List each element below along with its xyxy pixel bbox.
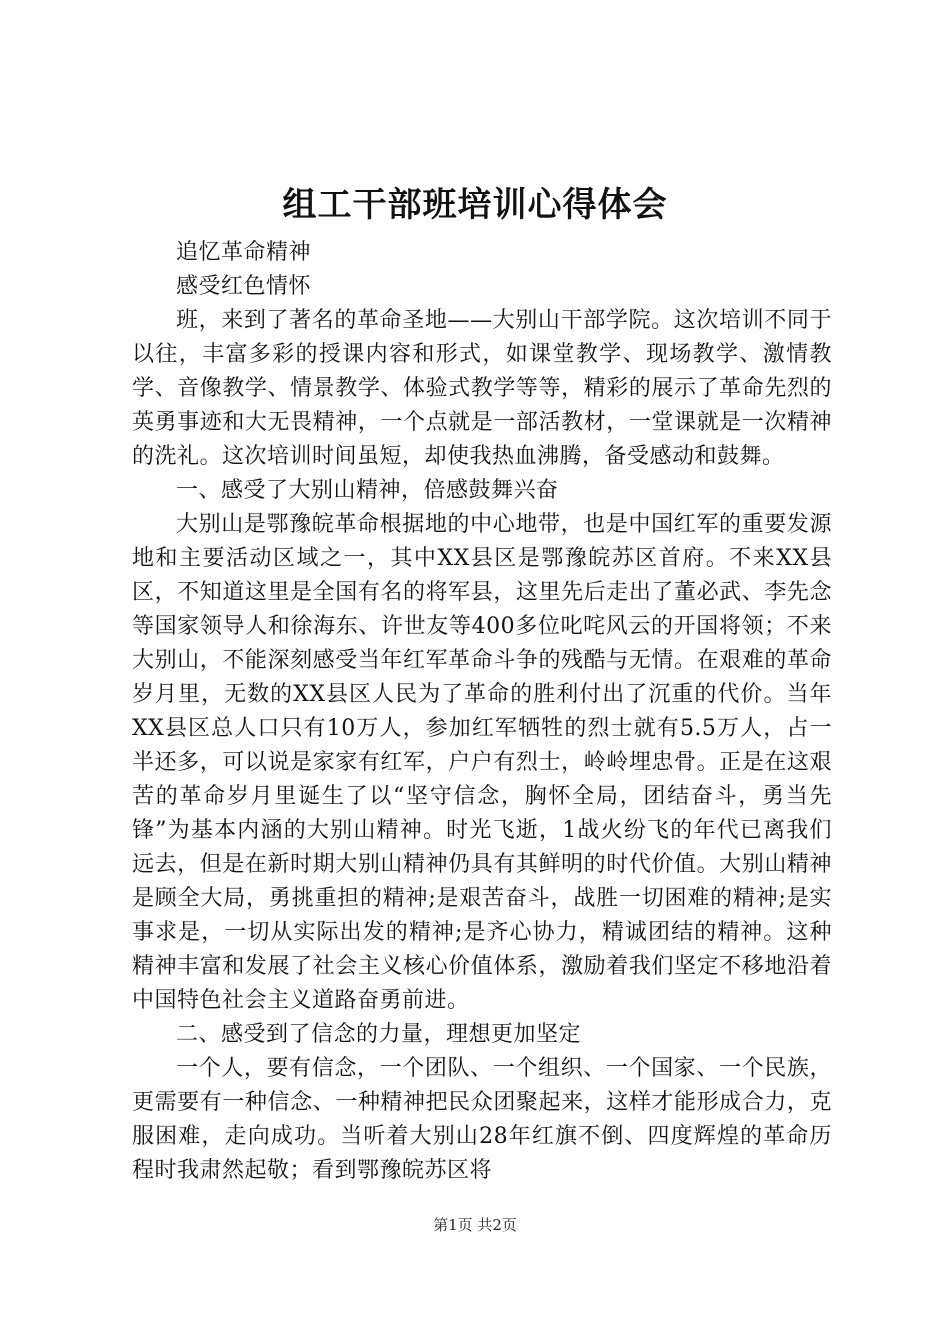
intro-paragraph: 班，来到了著名的革命圣地——大别山干部学院。这次培训不同于以往，丰富多彩的授课内容和形式，如课堂教学、现场教学、激情教学、音像教学、情景教学、体验式教学等等，精彩的展示了革命先烈的英勇事迹和大无畏精神，一个点就是一部活教材，一堂课就是一次精神的洗礼。这次培训时间虽短，却使我热血沸腾，备受感动和鼓舞。 [132,308,832,469]
document-body [132,236,832,1188]
page-footer: 第1页 共2页 [433,1216,517,1234]
section-heading-1: 一、感受了大别山精神，倍感鼓舞兴奋 [176,478,559,503]
body-paragraph-2: 一个人，要有信念，一个团队、一个组织、一个国家、一个民族，更需要有一种信念、一种精神把民众团聚起来，这样才能形成合力，克服困难，走向成功。当听着大别山28年红旗不倒、四度辉煌的革命历程时我肃然起敬；看到鄂豫皖苏区将 [132,1056,832,1183]
section-heading-2: 二、感受到了信念的力量，理想更加坚定 [176,1022,582,1047]
section-heading-line-1: 追忆革命精神 [176,240,312,265]
section-heading-line-2: 感受红色情怀 [176,274,312,299]
body-paragraph-1: 大别山是鄂豫皖革命根据地的中心地带，也是中国红军的重要发源地和主要活动区域之一，其中XX县区是鄂豫皖苏区首府。不来XX县区，不知道这里是全国有名的将军县，这里先后走出了董必武、李先念等国家领导人和徐海东、许世友等400多位叱咤风云的开国将领；不来大别山，不能深刻感受当年红军革命斗争的残酷与无情。在艰难的革命岁月里，无数的XX县区人民为了革命的胜利付出了沉重的代价。当年XX县区总人口只有10万人，参加红军牺牲的烈士就有5.5万人，占一半还多，可以说是家家有红军，户户有烈士，岭岭埋忠骨。正是在这艰苦的革命岁月里诞生了以“坚守信念，胸怀全局，团结奋斗，勇当先锋”为基本内涵的大别山精神。时光飞逝，1战火纷飞的年代已离我们远去，但是在新时期大别山精神仍具有其鲜明的时代价值。大别山精神是顾全大局，勇挑重担的精神;是艰苦奋斗，战胜一切困难的精神;是实事求是，一切从实际出发的精神;是齐心协力，精诚团结的精神。这种精神丰富和发展了社会主义核心价值体系，激励着我们坚定不移地沿着中国特色社会主义道路奋勇前进。 [132,512,832,1013]
document-title: 组工干部班培训心得体会 [282,185,668,225]
